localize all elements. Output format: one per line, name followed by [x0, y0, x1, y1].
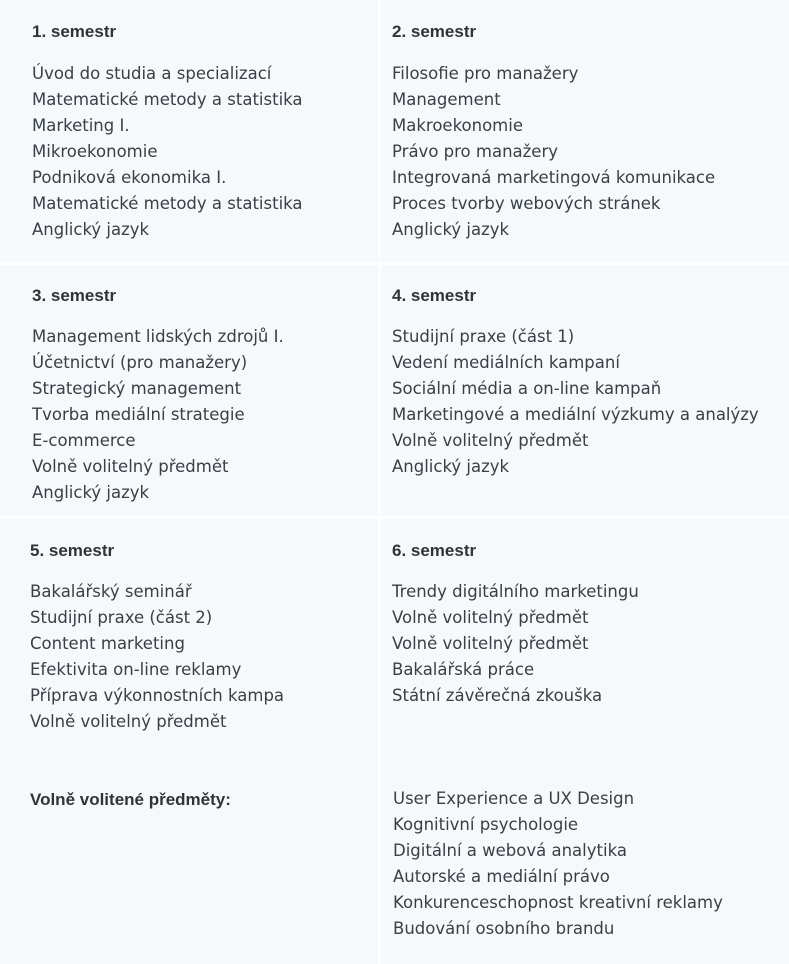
course-item: Volně volitelný předmět — [392, 431, 589, 450]
course-item: Příprava výkonnostních kampa — [30, 686, 285, 705]
course-item: Státní závěrečná zkouška — [392, 686, 603, 705]
course-item: Volně volitelný předmět — [392, 608, 589, 627]
semester-4-title: 4. semestr — [392, 286, 477, 305]
electives-block — [393, 786, 723, 942]
semester-6-list — [392, 579, 639, 709]
course-item: Anglický jazyk — [392, 220, 510, 239]
course-item: Management — [392, 90, 501, 109]
column-divider — [378, 0, 381, 964]
semester-2-block — [392, 22, 715, 243]
course-item: Marketingové a mediální výzkumy a analýzy — [392, 405, 759, 424]
electives-title-block — [30, 790, 231, 810]
course-item: Bakalářský seminář — [30, 582, 192, 601]
elective-item: Kognitivní psychologie — [393, 815, 579, 834]
row-divider — [0, 262, 789, 265]
semester-6-title: 6. semestr — [392, 541, 477, 560]
course-item: Proces tvorby webových stránek — [392, 194, 661, 213]
semester-5-list — [30, 579, 284, 735]
course-item: Bakalářská práce — [392, 660, 535, 679]
course-item: Content marketing — [30, 634, 185, 653]
course-item: E-commerce — [32, 431, 136, 450]
course-item: Anglický jazyk — [32, 220, 150, 239]
course-item: Právo pro manažery — [392, 142, 559, 161]
course-item: Anglický jazyk — [32, 483, 150, 502]
semester-5-block — [30, 541, 284, 735]
semester-3-list — [32, 324, 284, 506]
course-item: Strategický management — [32, 379, 242, 398]
elective-item: User Experience a UX Design — [393, 789, 635, 808]
course-item: Účetnictví (pro manažery) — [32, 353, 248, 372]
semester-1-title: 1. semestr — [32, 22, 117, 41]
row-divider — [0, 516, 789, 519]
course-item: Matematické metody a statistika — [32, 90, 303, 109]
course-item: Volně volitelný předmět — [30, 712, 227, 731]
elective-item: Konkurenceschopnost kreativní reklamy — [393, 893, 723, 912]
course-item: Anglický jazyk — [392, 457, 510, 476]
course-item: Studijní praxe (část 2) — [30, 608, 213, 627]
semester-2-title: 2. semestr — [392, 22, 477, 41]
course-item: Tvorba mediální strategie — [32, 405, 245, 424]
course-item: Volně volitelný předmět — [32, 457, 229, 476]
elective-item: Budování osobního brandu — [393, 919, 615, 938]
course-item: Mikroekonomie — [32, 142, 158, 161]
course-item: Trendy digitálního marketingu — [392, 582, 639, 601]
course-item: Makroekonomie — [392, 116, 523, 135]
semester-1-list — [32, 61, 303, 243]
course-item: Filosofie pro manažery — [392, 64, 579, 83]
course-item: Vedení mediálních kampaní — [392, 353, 620, 372]
elective-item: Digitální a webová analytika — [393, 841, 627, 860]
course-item: Matematické metody a statistika — [32, 194, 303, 213]
electives-list — [393, 786, 723, 942]
course-item: Efektivita on-line reklamy — [30, 660, 242, 679]
course-item: Studijní praxe (část 1) — [392, 327, 575, 346]
course-item: Marketing I. — [32, 116, 130, 135]
course-item: Volně volitelný předmět — [392, 634, 589, 653]
course-item: Sociální média a on-line kampaň — [392, 379, 662, 398]
semester-1-block — [32, 22, 303, 243]
course-item: Integrovaná marketingová komunikace — [392, 168, 716, 187]
elective-item: Autorské a mediální právo — [393, 867, 610, 886]
electives-title: Volně volitené předměty: — [30, 790, 231, 809]
semester-4-block — [392, 286, 759, 480]
semester-3-block — [32, 286, 284, 506]
course-item: Management lidských zdrojů I. — [32, 327, 284, 346]
semester-3-title: 3. semestr — [32, 286, 117, 305]
semester-2-list — [392, 61, 715, 243]
semester-6-block — [392, 541, 639, 709]
course-item: Podniková ekonomika I. — [32, 168, 227, 187]
semester-4-list — [392, 324, 759, 480]
semester-5-title: 5. semestr — [30, 541, 115, 560]
course-item: Úvod do studia a specializací — [32, 64, 272, 83]
